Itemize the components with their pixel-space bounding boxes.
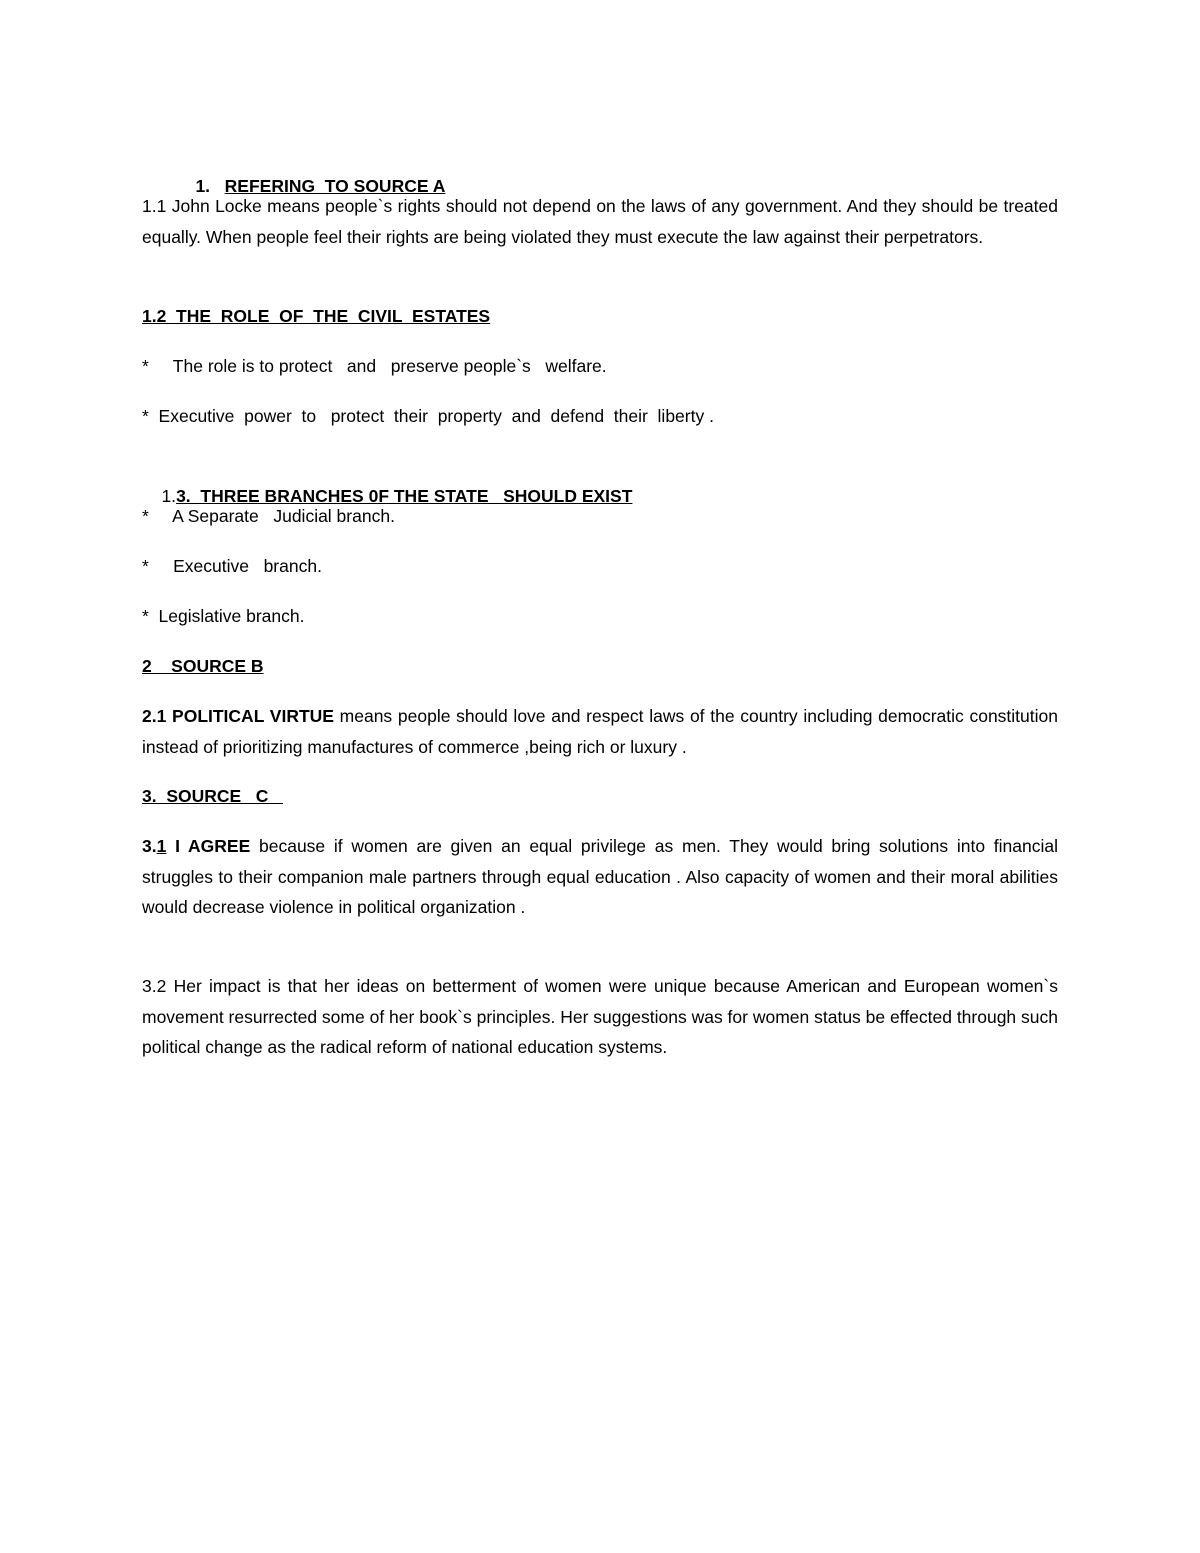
- bullet-executive-branch: * Executive branch.: [142, 556, 322, 576]
- heading-1-title: REFERING TO SOURCE A: [224, 176, 446, 196]
- heading-1-number: 1.: [195, 176, 211, 196]
- paragraph-2-1-label: 2.1 POLITICAL VIRTUE: [142, 706, 334, 726]
- heading-3: 3. SOURCE C: [142, 786, 283, 806]
- paragraph-3-1-label: I AGREE: [166, 836, 251, 856]
- paragraph-1-1: 1.1 John Locke means people`s rights should not depend on the laws of any government. And they should be treated equally. When people feel their rights are being violated they must execute the law against their perpetrators.: [142, 196, 1058, 247]
- paragraph-2-1: [142, 701, 1058, 762]
- paragraph-3-2: 3.2 Her impact is that her ideas on betterment of women were unique because American and European women`s movement resurrected some of her book`s principles. Her suggestions was for women status be effected through such political change as the radical reform of national education systems.: [142, 976, 1058, 1057]
- heading-2: 2 SOURCE B: [142, 656, 264, 676]
- heading-1-3-title: 3. THREE BRANCHES 0F THE STATE SHOULD EXIST: [176, 486, 633, 506]
- paragraph-3-1-text: because if women are given an equal privilege as men. They would bring solutions into financial struggles to their companion male partners through equal education . Also capacity of women and their moral abilities would decrease violence in political organization .: [142, 836, 1059, 917]
- heading-1-2: 1.2 THE ROLE OF THE CIVIL ESTATES: [142, 306, 491, 326]
- paragraph-3-1-number-underlined: 1: [156, 836, 167, 856]
- heading-1-3-prefix: 1.: [161, 486, 177, 506]
- paragraph-3-1-number: 3.: [142, 836, 157, 856]
- bullet-legislative-branch: * Legislative branch.: [142, 606, 305, 626]
- paragraph-3-1: [142, 831, 1058, 923]
- paragraph-2-1-text: means people should love and respect laws of the country including democratic constitution instead of prioritizing manufactures of commerce ,being rich or luxury .: [142, 706, 1058, 757]
- bullet-executive-power: * Executive power to protect their property and defend their liberty .: [142, 406, 714, 426]
- bullet-judicial-branch: * A Separate Judicial branch.: [142, 506, 395, 526]
- bullet-protect-welfare: * The role is to protect and preserve people`s welfare.: [142, 356, 607, 376]
